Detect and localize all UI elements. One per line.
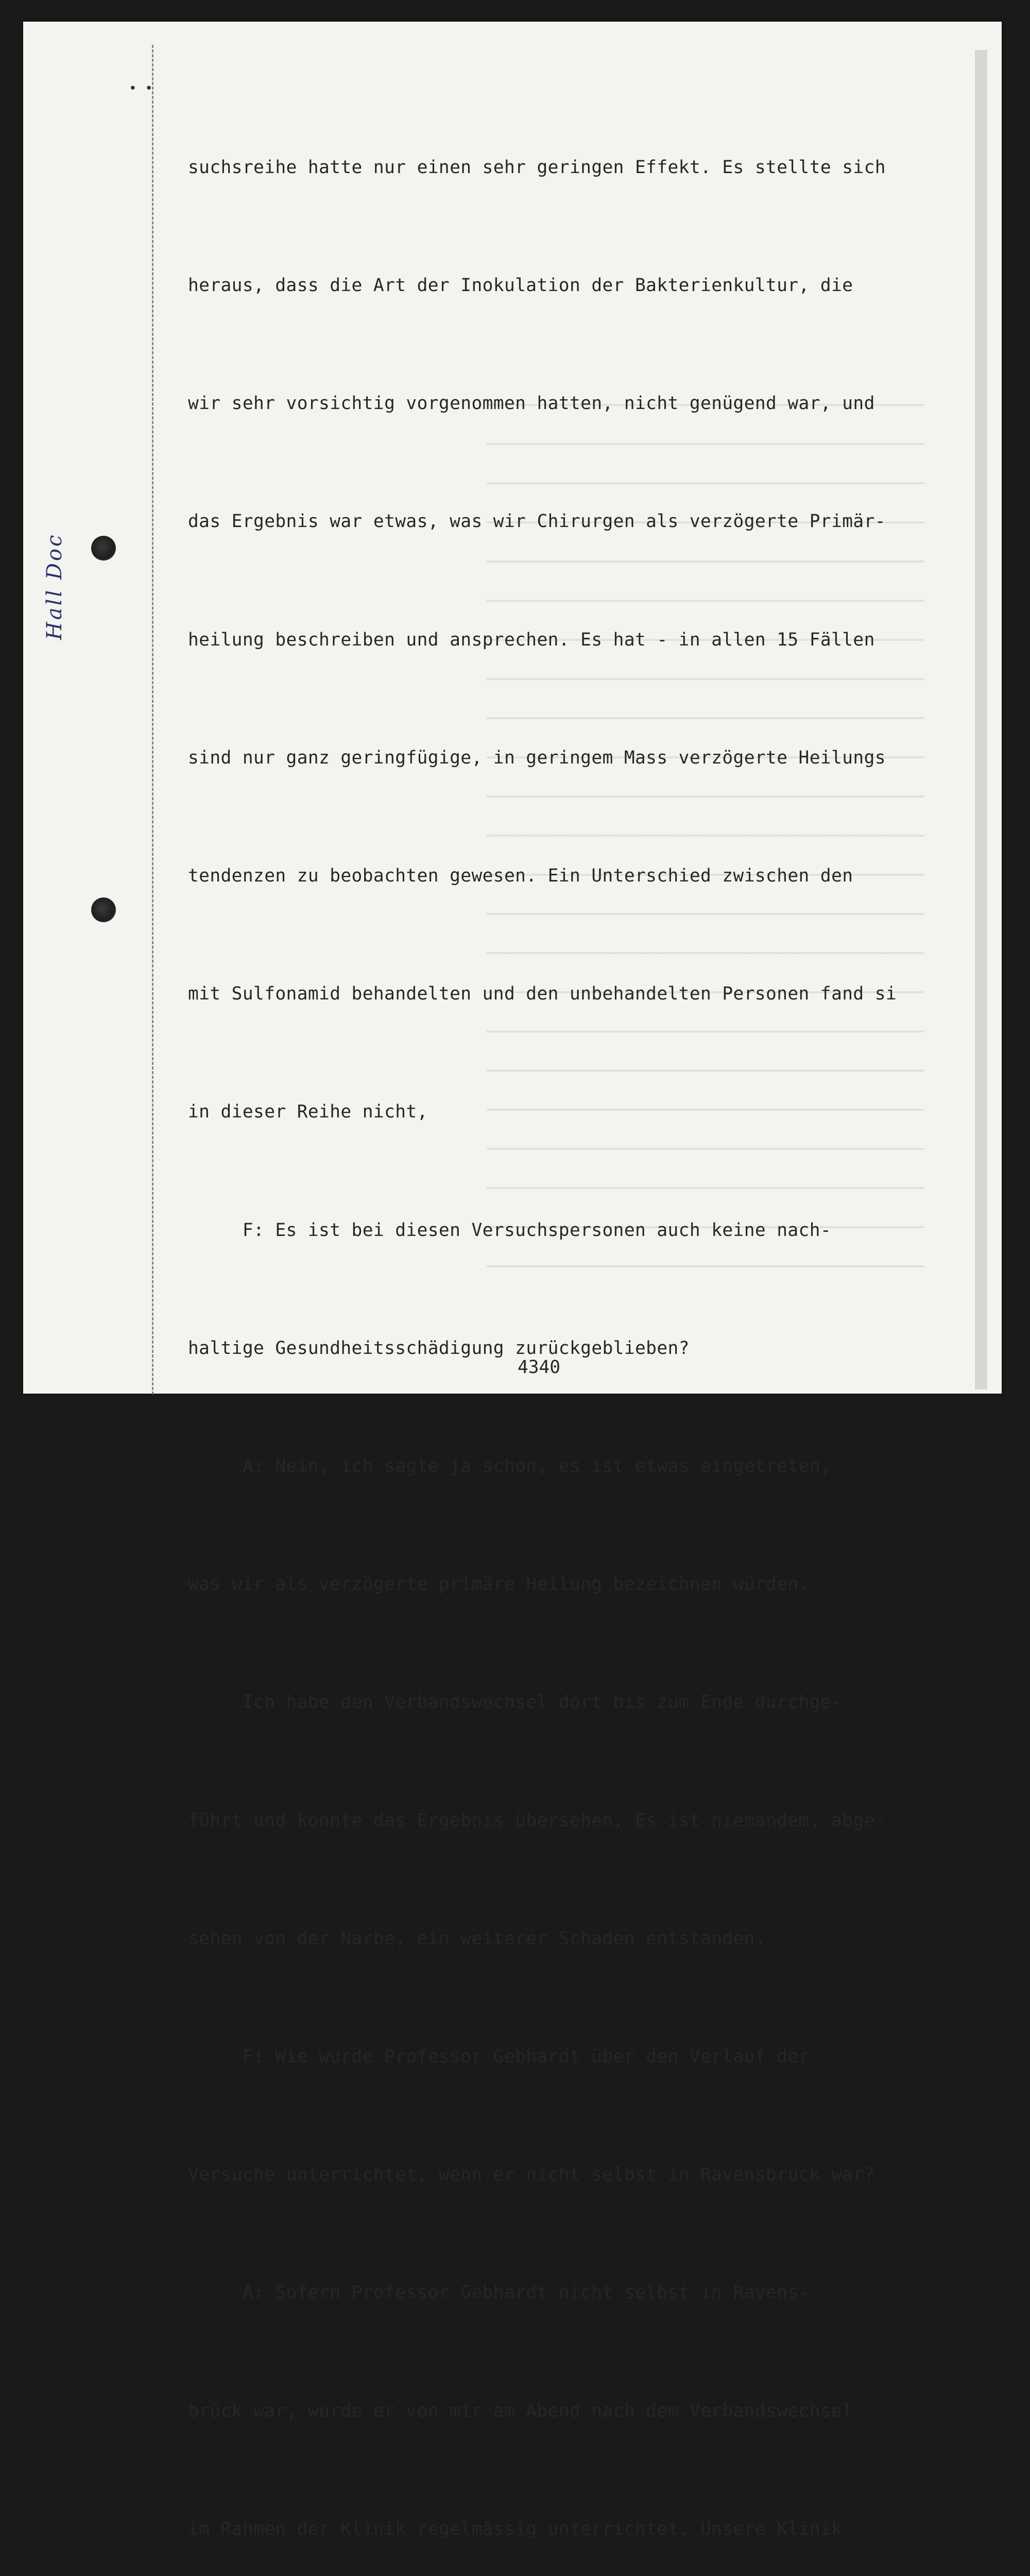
text-line: mit Sulfonamid behandelten und den unbehandelten Personen fand si [188, 984, 897, 1005]
text-line: A: Nein, ich sagte ja schon, es ist etwas eingetreten, [188, 1456, 832, 1477]
handwritten-margin-note: Hall Doc [43, 533, 66, 640]
text-line: was wir als verzögerte primäre Heilung bezeichnen würden. [188, 1574, 810, 1595]
text-line: heilung beschreiben und ansprechen. Es hat - in allen 15 Fällen [188, 629, 875, 650]
page-number: 4340 [518, 1357, 561, 1378]
text-line: Ich habe den Verbandswechsel dort bis zum Ende durchge- [188, 1692, 843, 1713]
margin-specks: • • [129, 81, 153, 96]
text-line: F: Wie wurde Professor Gebhardt über den Verlauf der [188, 2046, 810, 2067]
punch-hole-top [91, 536, 116, 561]
text-line: tendenzen zu beobachten gewesen. Ein Unterschied zwischen den [188, 866, 853, 887]
punch-hole-bottom [91, 897, 116, 922]
margin-line [152, 45, 153, 1395]
text-line: sehen von der Narbe, ein weiterer Schaden entstanden. [188, 1928, 766, 1949]
text-line: sind nur ganz geringfügige, in geringem Mass verzögerte Heilungs [188, 747, 886, 768]
text-line: im Rahmen der Klinik regelmässig unterrichtet. Unsere Klinik [188, 2518, 843, 2539]
page-underlay-edge [975, 50, 987, 1389]
text-line: Versuche unterrichtet, wenn er nicht selbst in Ravensbrück war? [188, 2164, 875, 2185]
text-line: brück war, wurde er von mir am Abend nach dem Verbandswechsel [188, 2400, 853, 2421]
text-line: wir sehr vorsichtig vorgenommen hatten, nicht genügend war, und [188, 393, 875, 414]
typed-text-body [188, 69, 930, 2576]
document-page [23, 22, 1002, 2539]
text-line: führt und konnte das Ergebnis übersehen. Es ist niemandem, abge- [188, 1810, 886, 1831]
text-line: haltige Gesundheitsschädigung zurückgeblieben? [188, 1337, 690, 1359]
text-line: das Ergebnis war etwas, was wir Chirurgen als verzögerte Primär- [188, 511, 886, 532]
text-line: heraus, dass die Art der Inokulation der Bakterienkultur, die [188, 275, 853, 296]
text-line: in dieser Reihe nicht, [188, 1101, 428, 1123]
text-line: A: Sofern Professor Gebhardt nicht selbst in Ravens- [188, 2282, 810, 2303]
text-line: suchsreihe hatte nur einen sehr geringen Effekt. Es stellte sich [188, 157, 886, 178]
text-line: F: Es ist bei diesen Versuchspersonen auch keine nach- [188, 1219, 832, 1241]
